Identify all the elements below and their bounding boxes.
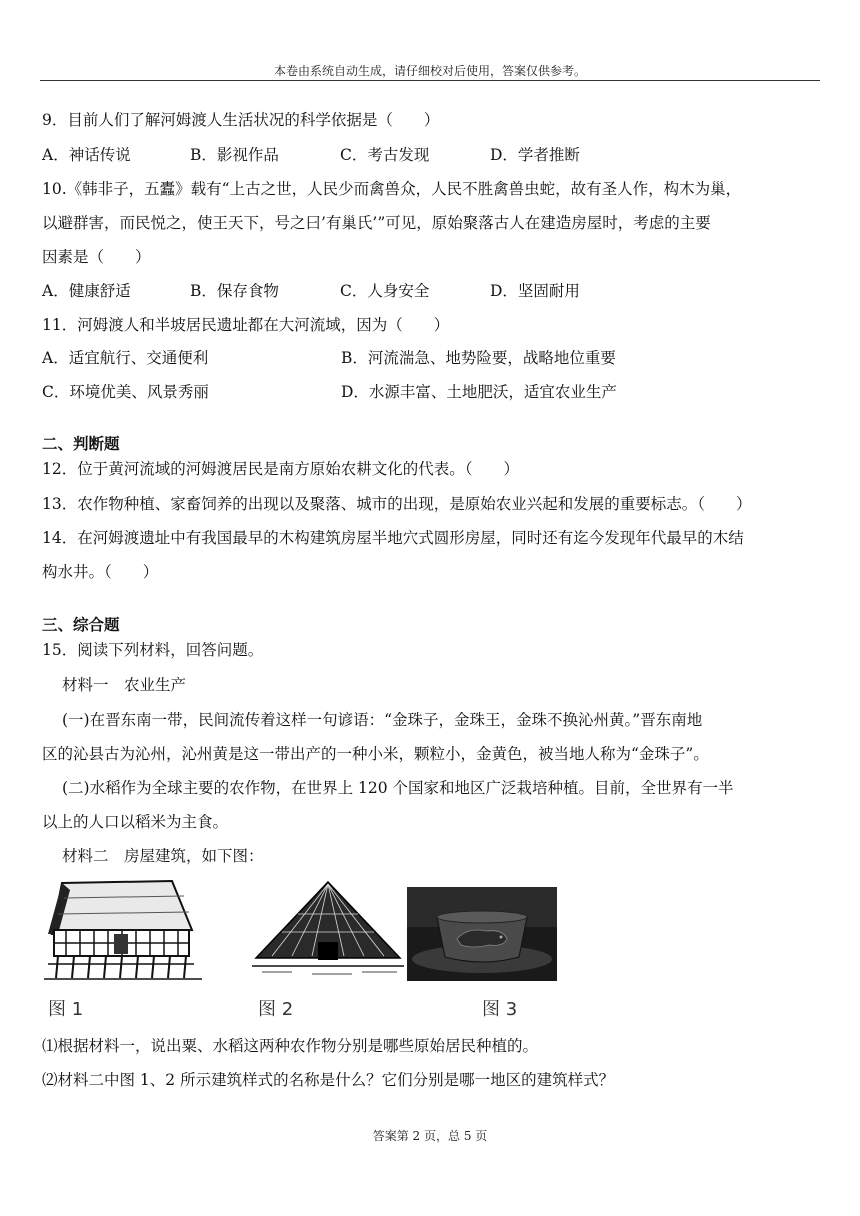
- figure-1-caption: 图 1: [48, 999, 84, 1020]
- q10-option-c: C．人身安全: [340, 282, 430, 300]
- figure-3-pottery-photo: [407, 887, 557, 981]
- question-9-stem: 9．目前人们了解河姆渡人生活状况的科学依据是（ ）: [42, 111, 440, 129]
- material-1-title: 材料一 农业生产: [62, 676, 187, 694]
- material-1-para-1-line-2: 区的沁县古为沁州，沁州黄是这一带出产的一种小米，颗粒小，金黄色，被当地人称为“金珠子”。: [42, 745, 709, 763]
- section-2-title: 二、判断题: [42, 435, 120, 453]
- q9-option-b: B．影视作品: [190, 146, 279, 164]
- question-13-stem: 13．农作物种植、家畜饲养的出现以及聚落、城市的出现，是原始农业兴起和发展的重要标志。（ ）: [42, 495, 752, 513]
- q9-option-c: C．考古发现: [340, 146, 430, 164]
- question-12-stem: 12．位于黄河流域的河姆渡居民是南方原始农耕文化的代表。（ ）: [42, 460, 519, 478]
- q11-option-d: D．水源丰富、土地肥沃，适宜农业生产: [341, 383, 617, 401]
- material-1-para-2-line-2: 以上的人口以稻米为主食。: [42, 813, 229, 831]
- figure-2-caption: 图 2: [258, 999, 294, 1020]
- material-1-para-2-line-1: (二)水稻作为全球主要的农作物，在世界上 120 个国家和地区广泛栽培种植。目前，全世界有一半: [62, 779, 734, 797]
- sub-question-1: ⑴根据材料一，说出粟、水稻这两种农作物分别是哪些原始居民种植的。: [42, 1037, 539, 1055]
- section-3-title: 三、综合题: [42, 616, 120, 634]
- question-11-stem: 11．河姆渡人和半坡居民遗址都在大河流域，因为（ ）: [42, 316, 450, 334]
- question-15-stem: 15．阅读下列材料，回答问题。: [42, 641, 264, 659]
- question-10-line-3: 因素是（ ）: [42, 248, 151, 266]
- q10-option-b: B．保存食物: [190, 282, 279, 300]
- q10-option-a: A．健康舒适: [42, 282, 131, 300]
- q9-option-a: A．神话传说: [42, 146, 131, 164]
- sub-question-2: ⑵材料二中图 1、2 所示建筑样式的名称是什么？它们分别是哪一地区的建筑样式？: [42, 1071, 615, 1089]
- q11-option-a: A．适宜航行、交通便利: [42, 349, 209, 367]
- page-header: 本卷由系统自动生成，请仔细校对后使用，答案仅供参考。: [273, 64, 586, 78]
- header-divider: [40, 80, 820, 81]
- question-14-line-1: 14．在河姆渡遗址中有我国最早的木构建筑房屋半地穴式圆形房屋，同时还有迄今发现年代最早的木结: [42, 529, 744, 547]
- q11-option-c: C．环境优美、风景秀丽: [42, 383, 209, 401]
- q11-option-b: B．河流湍急、地势险要，战略地位重要: [341, 349, 616, 367]
- question-10-line-1: 10.《韩非子，五蠹》载有“上古之世，人民少而禽兽众，人民不胜禽兽虫蛇，故有圣人作，构木为巢，: [42, 180, 742, 198]
- question-10-line-2: 以避群害，而民悦之，使王天下，号之曰’有巢氏’”可见，原始聚落古人在建造房屋时，考虑的主要: [42, 214, 711, 232]
- question-14-line-2: 构水井。（ ）: [42, 563, 159, 581]
- q9-option-d: D．学者推断: [490, 146, 580, 164]
- material-2-title: 材料二 房屋建筑，如下图：: [62, 847, 264, 865]
- figure-1-stilt-house-illustration: [44, 878, 202, 984]
- figure-2-round-hut-illustration: [252, 880, 404, 980]
- figure-3-caption: 图 3: [482, 999, 518, 1020]
- page-footer: 答案第 2 页，总 5 页: [372, 1129, 488, 1143]
- material-1-para-1-line-1: (一)在晋东南一带，民间流传着这样一句谚语：“金珠子，金珠王，金珠不换沁州黄。”晋东南地: [62, 711, 703, 729]
- q10-option-d: D．坚固耐用: [490, 282, 580, 300]
